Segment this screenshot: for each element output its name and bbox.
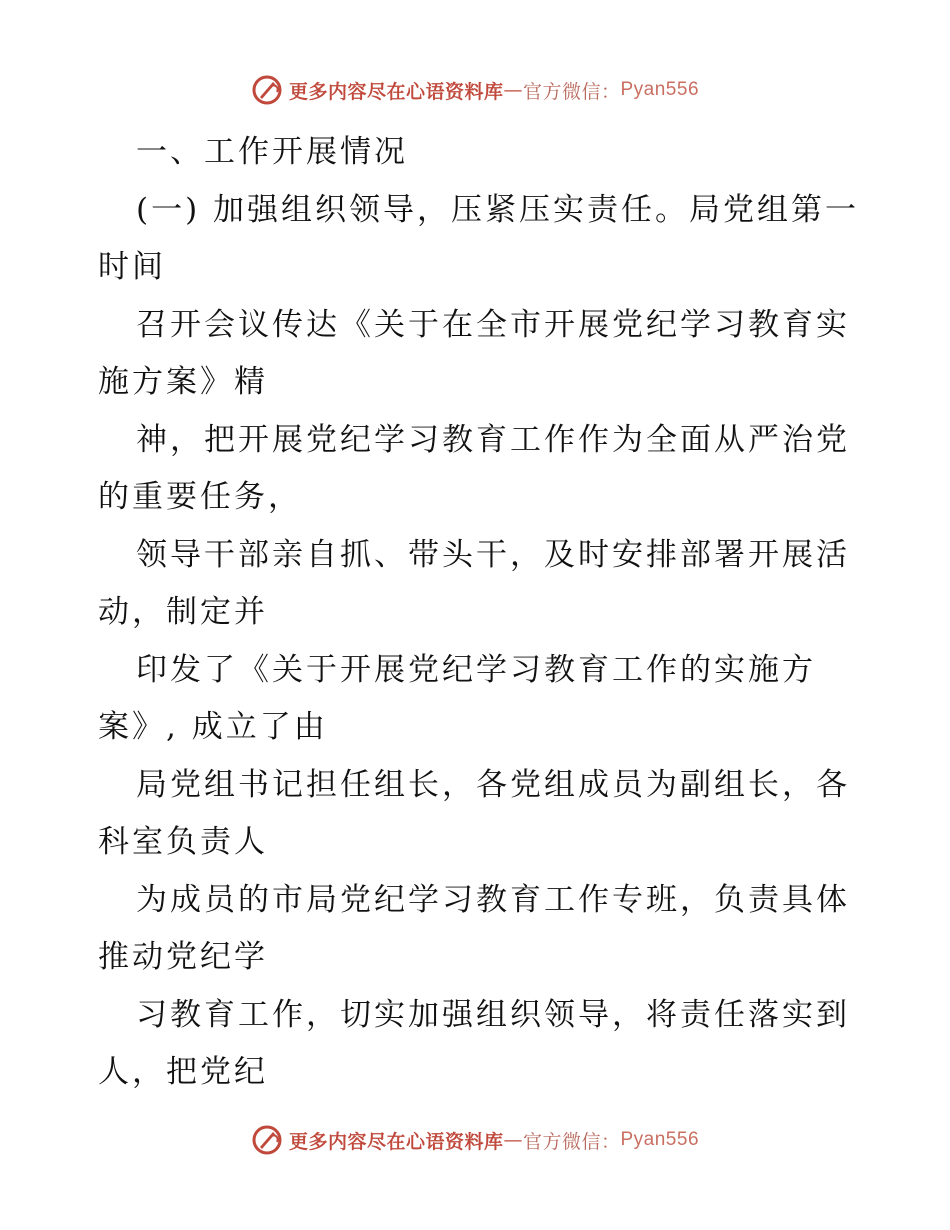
footer-watermark xyxy=(0,1120,950,1160)
document-body xyxy=(98,124,858,1102)
feather-pen-logo-icon xyxy=(251,74,283,106)
text-line: 的重要任务， xyxy=(98,479,302,515)
text-line: 召开会议传达《关于在全市开展党纪学习教育实 xyxy=(136,306,850,343)
text-line: (一) 加强组织领导，压紧压实责任。局党组第一 xyxy=(136,191,860,228)
text-line: 习教育工作，切实加强组织领导，将责任落实到 xyxy=(136,996,850,1033)
text-line: 动，制定并 xyxy=(98,594,268,630)
watermark-wechat-label: 官方微信： xyxy=(522,80,621,103)
watermark-main-text: 更多内容尽在心语资料库 xyxy=(288,80,504,103)
text-line: 局党组书记担任组长，各党组成员为副组长，各 xyxy=(136,766,850,803)
text-line: 时间 xyxy=(98,249,166,285)
text-line: 人，把党纪 xyxy=(98,1054,268,1090)
text-line: 印发了《关于开展党纪学习教育工作的实施方 xyxy=(136,651,816,688)
text-line: 领导干部亲自抓、带头干，及时安排部署开展活 xyxy=(136,536,850,573)
feather-pen-logo-icon xyxy=(251,1124,283,1156)
watermark-main-text: 更多内容尽在心语资料库 xyxy=(288,1130,504,1153)
text-line: 一、工作开展情况 xyxy=(136,134,408,170)
watermark-wechat-label: 官方微信： xyxy=(522,1130,621,1153)
text-line: 神，把开展党纪学习教育工作作为全面从严治党 xyxy=(136,421,850,458)
watermark-separator: — xyxy=(503,1129,523,1151)
text-line: 为成员的市局党纪学习教育工作专班，负责具体 xyxy=(136,881,850,918)
text-line: 推动党纪学 xyxy=(98,939,268,975)
watermark-separator: — xyxy=(503,79,523,101)
watermark-wechat-id: Pyan556 xyxy=(620,1129,700,1150)
text-line: 科室负责人 xyxy=(98,824,268,860)
header-watermark xyxy=(0,70,950,110)
watermark-wechat-id: Pyan556 xyxy=(620,79,700,100)
text-line: 施方案》精 xyxy=(98,364,268,400)
text-line: 案》, 成立了由 xyxy=(98,709,328,745)
